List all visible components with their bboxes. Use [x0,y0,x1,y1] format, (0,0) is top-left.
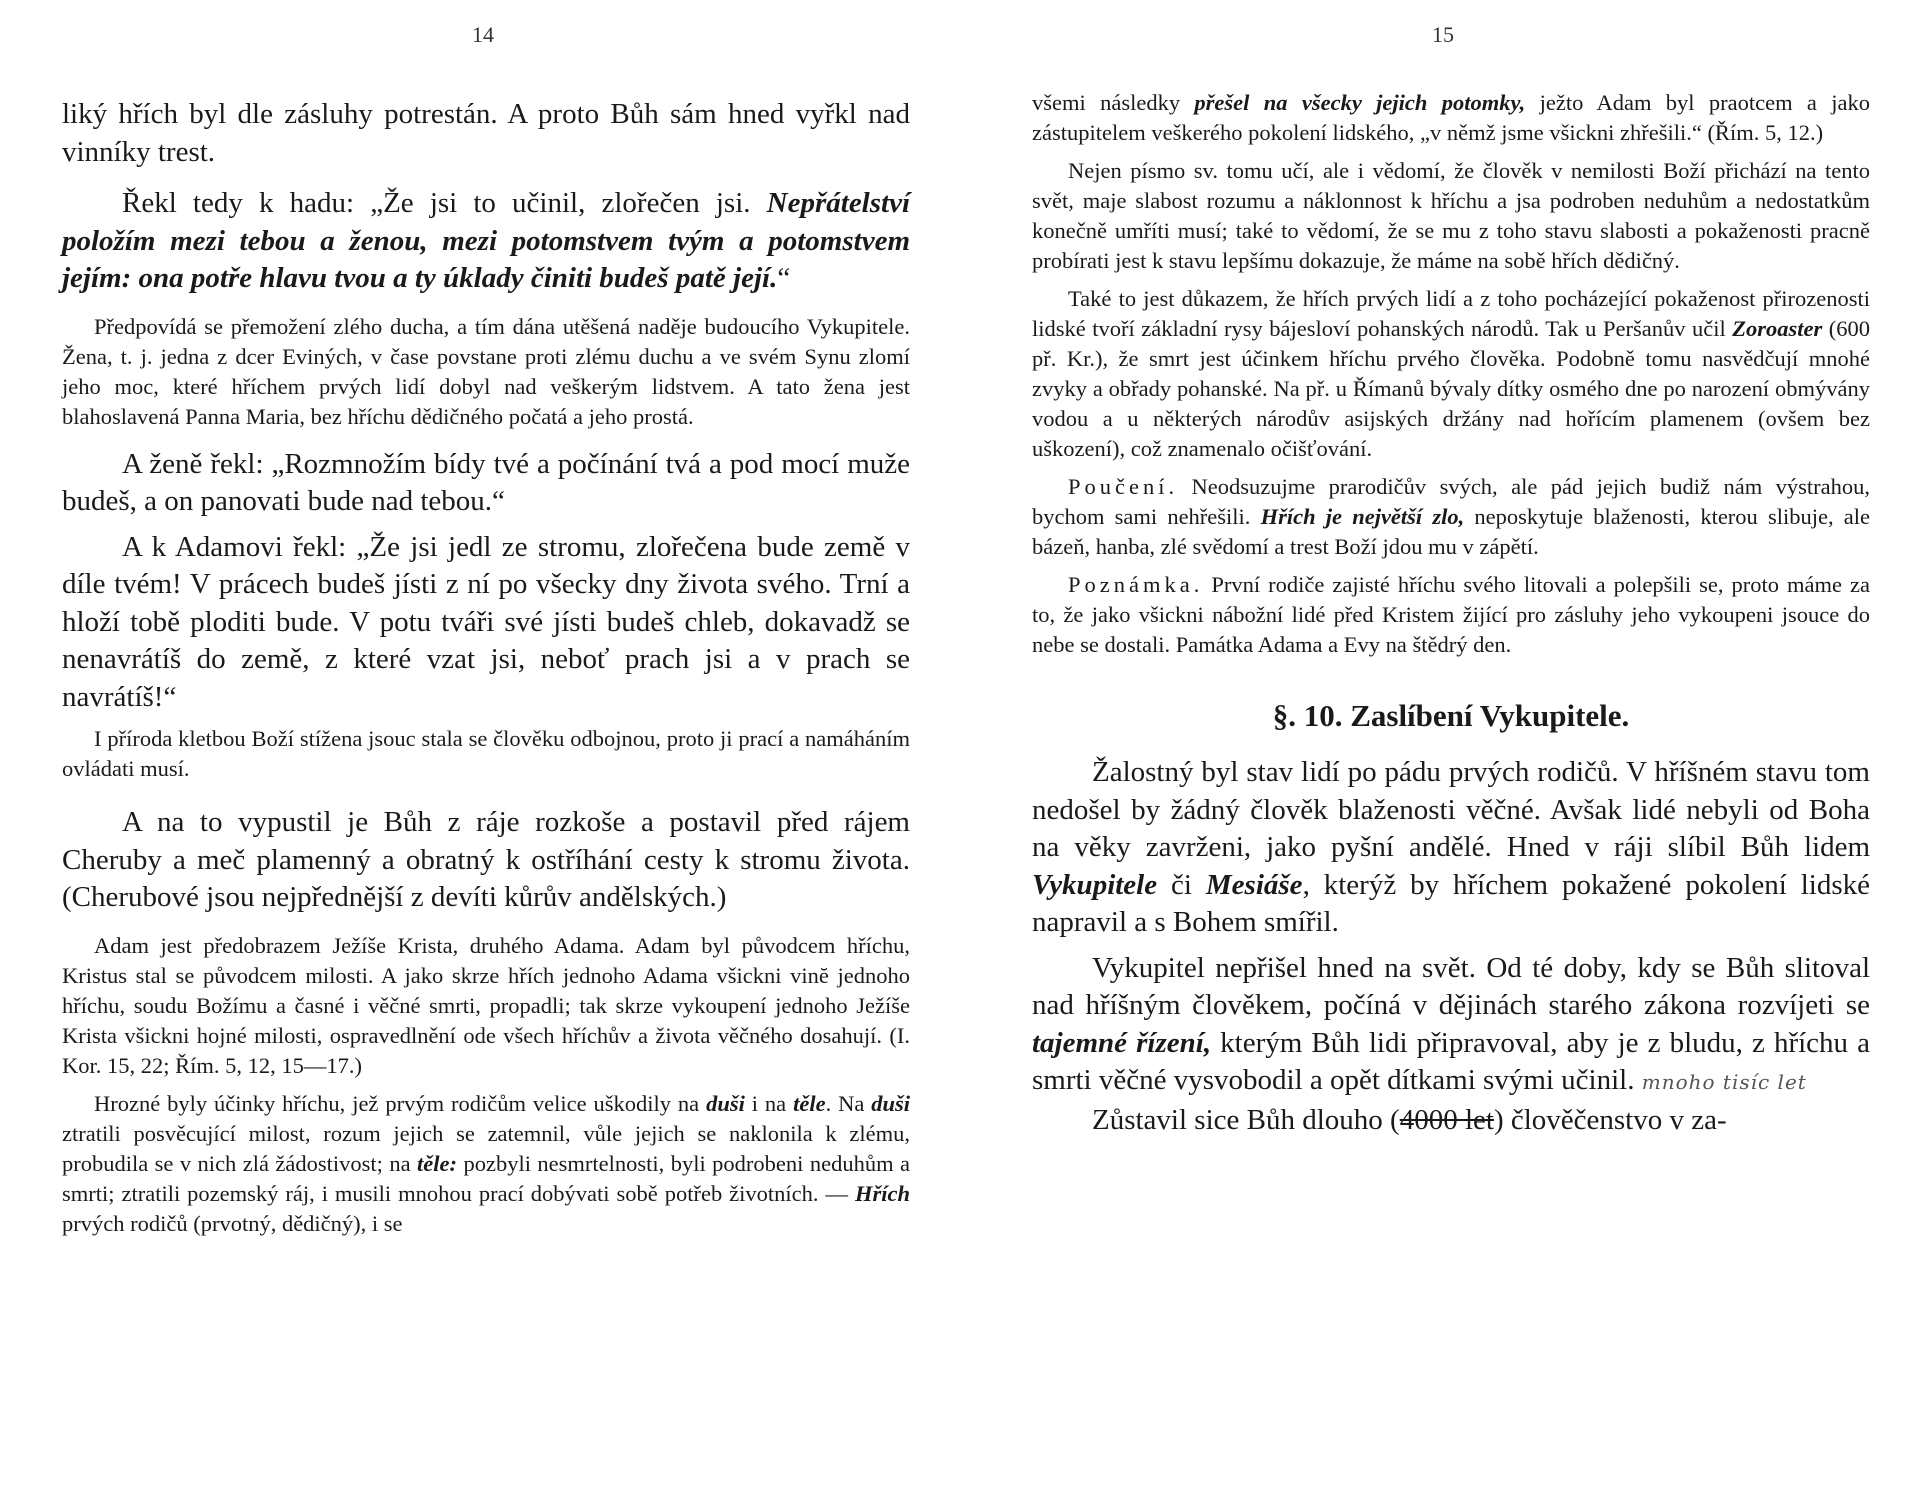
text-span: ) člověčenstvo v za- [1493,1103,1727,1136]
paragraph [1032,754,1870,942]
paragraph: Předpovídá se přemožení zlého ducha, a tím dána utěšená naděje budoucího Vykupitele. Žena, t. j. jedna z dcer Eviných, v čase povstane proti zlému duchu a ve svém Synu zlomí jeho moc, které hříchem prvých lidí dobyl nad veškerým lidstvem. A tato žena jest blahoslavená Panna Maria, bez hříchu dědičného počatá a jeho prostá. [62,313,910,429]
label-poznamka: Poznámka. [1068,572,1204,597]
text-span: První rodiče zajisté hříchu svého litovali a polepšili se, proto máme za to, že jako všickni nábožní lidé před Kristem žijící pro zásluhy jeho vykoupeni jsouce do nebe se dostali. Památka Adama a Evy na štědrý den. [1032,572,1870,657]
text-span: “ [777,262,791,294]
paragraph: A ženě řekl: „Rozmnožím bídy tvé a počínání tvá a pod mocí muže budeš, a on panovati bude nad tebou.“ [62,447,910,517]
paragraph [1032,88,1870,148]
text-span: či [1171,868,1192,901]
paragraph [1032,284,1870,464]
text-span: pozbyli nesmrtelnosti, byli podrobeni neduhům a smrti; ztratili pozemský ráj, i musili mnohou prací dobývati sobě potřeb životních. — [62,1150,911,1206]
text-span: ježto Adam byl praotcem a jako zástupitelem veškerého pokolení lidského, „v němž jsme všickni zhřešili.“ (Řím. 5, 12.) [1032,90,1870,145]
emphasis: Nepřátelství položím mezi tebou a ženou, mezi potomstvem tvým a potomstvem jejím: ona potře hlavu tvou a ty úklady činiti budeš patě její. [62,187,911,294]
paragraph [62,185,910,298]
text-span: prvých rodičů (prvotný, dědičný), i se [62,1210,403,1236]
text-span: Zůstavil sice Bůh dlouho ( [1092,1103,1400,1136]
text-span: . Na [825,1090,865,1116]
paragraph [1032,1102,1870,1140]
paragraph [1032,472,1870,562]
paragraph: I příroda kletbou Boží stížena jsouc stala se člověku odbojnou, proto ji prací a namáháním ovládati musí. [62,726,910,781]
text-span: Hrozné byly účinky hříchu, jež prvým rodičům velice uškodily na [94,1090,700,1116]
paragraph: Nejen písmo sv. tomu učí, ale i vědomí, že člověk v nemilosti Boží přichází na tento svět, maje slabost rozumu a náklonnost k hříchu a jsa podroben neduhům a nedostatkům konečně umříti musí; také to vědomí, že se mu z toho stavu slabosti a pokaženosti pracně probírati jest k stavu lepšímu dokazuje, že máme na sobě hřích dědičný. [1032,158,1870,273]
text-span: Žalostný byl stav lidí po pádu prvých rodičů. V hříšném stavu tom nedošel by žádný člověk blaženosti věčné. Avšak lidé nebyli od Boha na věky zavrženi, jako pyšní andělé. Hned v ráji slíbil Bůh lidem [1032,756,1870,863]
emphasis: těle: [417,1150,458,1176]
paragraph [1032,950,1870,1102]
text-span: Vykupitel nepřišel hned na svět. Od té doby, kdy se Bůh slitoval nad hříšným člověkem, počíná v dějinách starého zákona rozvíjeti se [1032,951,1870,1021]
page-number-left: 14 [472,22,494,47]
paragraph [1032,570,1870,660]
handwritten-note: mnoho tisíc let [1641,1070,1807,1094]
emphasis: Vykupitele [1032,868,1158,901]
paragraph: Adam jest předobrazem Ježíše Krista, druhého Adama. Adam byl původcem hříchu, Kristus stal se původcem milosti. A jako skrze hřích jednoho Adama všickni vinĕ jednoho hříchu, soudu Božímu a časné i věčné smrti, propadli; tak skrze vykoupení jednoho Ježíše Krista všickni hojné milosti, ospravedlnění ode všech hříchův a života věčného dosahují. (I. Kor. 15, 22; Řím. 5, 12, 15—17.) [62,932,910,1078]
struck-text: 4000 let [1399,1103,1494,1136]
right-text-column [1032,88,1870,1139]
emphasis: těle [793,1090,826,1116]
emphasis: přešel na všecky jejich potomky, [1194,90,1526,115]
text-span: kterým Bůh lidi připravoval, aby je z bludu, z hříchu a smrti věčné vysvobodil a opět dítkami svými učinil. [1032,1026,1870,1096]
text-span: , kterýž by hříchem pokažené pokolení lidské napravil a s Bohem smířil. [1032,868,1871,938]
page-number-right: 15 [1432,22,1454,47]
text-span: Řekl tedy k hadu: „Že jsi to učinil, zlořečen jsi. [122,187,751,219]
paragraph: liký hřích byl dle zásluhy potrestán. A proto Bůh sám hned vyřkl nad vinníky trest. [62,98,910,168]
text-span: neposkytuje blaženosti, kterou slibuje, ale bázeň, hanba, zlé svědomí a trest Boží jdou mu v zápětí. [1032,504,1870,559]
paragraph: A na to vypustil je Bůh z ráje rozkoše a postavil před rájem Cheruby a meč plamenný a obratný k ostříhání cesty k stromu života. (Cherubové jsou nejpřednější z devíti kůrův andělských.) [62,806,910,913]
label-pouceni: Poučení. [1068,474,1179,499]
emphasis: tajemné řízení, [1032,1026,1212,1059]
emphasis: duši [871,1090,911,1116]
text-span: všemi následky [1032,90,1181,115]
text-span: i na [751,1090,787,1116]
emphasis: Hřích je největší zlo, [1260,504,1465,529]
right-page [962,0,1924,1500]
text-span: ztratili posvěcující milost, rozum jejich se zatemnil, vůle jejich se naklonila k zlému, probudila se v nich zlá žádostivost; na [62,1120,910,1176]
emphasis: duši [706,1090,745,1116]
emphasis: Mesiáše [1205,868,1303,901]
emphasis: Zoroaster [1732,316,1823,341]
paragraph [62,1089,910,1239]
section-heading: §. 10. Zaslíbení Vykupitele. [1272,698,1630,733]
paragraph: A k Adamovi řekl: „Že jsi jedl ze stromu, zlořečena bude země v díle tvém! V prácech budeš jísti z ní po všecky dny života svého. Trní a hloží tobě ploditi bude. V potu tváři své jísti budeš chleb, dokavadž se nenavrátíš do země, z které vzat jsi, neboť prach jsi a v prach se navrátíš!“ [62,530,910,713]
text-span: (600 př. Kr.), že smrt jest účinkem hříchu prvého člověka. Podobně tomu nasvědčují mnohé zvyky a obřady pohanské. Na př. u Římanů bývaly dítky osmého dne po narození obmývány vodou a u některých národův asijských držány nad hořícím plamenem (ovšem bez uškození), což znamenalo očišťování. [1032,316,1871,461]
text-span: Neodsuzujme prarodičův svých, ale pád jejich budiž nám výstrahou, bychom sami nehřešili. [1032,474,1870,529]
left-text-column [62,96,910,1239]
text-span: Také to jest důkazem, že hřích prvých lidí a z toho pocházející pokaženost přirozenosti lidské tvoří základní rysy bájesloví pohanských národů. Tak u Peršanův učil [1032,286,1870,341]
emphasis: Hřích [855,1180,911,1206]
